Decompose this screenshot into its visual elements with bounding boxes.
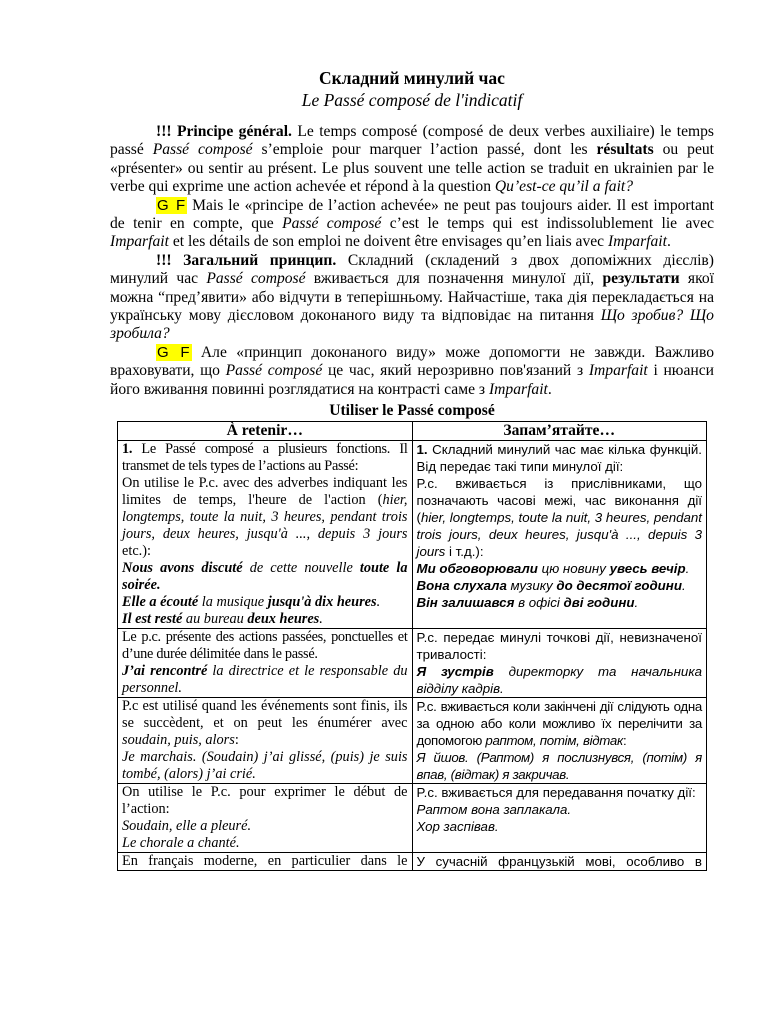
- paragraph-gf-french: G F Mais le «principe de l’action achevée» ne peut pas toujours aider. Il est important de tenir en compte, que Passé composé c’est le temps qui est indissolublement lie avec Imparfait et les détails de son emploi ne doivent être envisages qu’en liais avec Imparfait.: [110, 196, 715, 251]
- cell-french: Le p.c. présente des actions passées, ponctuelles et d’une durée délimitée dans le passé. J’ai rencontré la directrice et le responsable du personnel.: [118, 628, 413, 697]
- table-row: [118, 697, 707, 783]
- table-row: [118, 440, 707, 628]
- cell-ukrainian: P.c. вживається для передавання початку дії: Раптом вона заплакала. Хор заспівав.: [412, 783, 707, 852]
- principle-lead-ua: !!! Загальний принцип.: [156, 251, 337, 269]
- principle-lead: !!! Principe général.: [156, 123, 292, 140]
- cell-ukrainian: P.c. передає минулі точкові дії, невизначеної тривалості: Я зустрів директорку та начальника відділу кадрів.: [412, 628, 707, 697]
- table-row: [118, 852, 707, 870]
- cell-french: En français moderne, en particulier dans le: [118, 852, 413, 870]
- gf-highlight: G F: [157, 196, 187, 214]
- cell-ukrainian: P.c. вживається коли закінчені дії слідують одна за одною або коли можливо їх перелічити за допомогою раптом, потім, відтак: Я йшов. (Раптом) я послизнувся, (потім) я впав, (відтак) я закричав.: [412, 697, 707, 783]
- page-title-ukrainian: Складний минулий час: [319, 68, 505, 88]
- paragraph-gf-ukrainian: G F Але «принцип доконаного виду» може допомогти не завжди. Важливо враховувати, що Passé composé це час, який нерозривно пов'язаний з Imparfait і нюанси його вживання повинні розглядатися на контрасті саме з Imparfait.: [110, 343, 714, 398]
- header-ukrainian: Запам’ятайте…: [412, 421, 707, 440]
- cell-french: P.c est utilisé quand les événements sont finis, ils se succèdent, et on peut les énumérer avec soudain, puis, alors: Je marchais. (Soudain) j’ai glissé, (puis) je suis tombé, (alors) j’ai crié.: [118, 697, 413, 783]
- cell-french: 1. Le Passé composé a plusieurs fonctions. Il transmet de tels types de l’actions au Passé: On utilise le P.c. avec des adverbes indiquant les limites de temps, l'heure de l'action (hier, longtemps, toute la nuit, 3 heures, pendant trois jours, deux heures, jusqu'à ..., depuis 3 jours etc.): Nous avons discuté de cette nouvelle toute la soirée. Elle a écouté la musique jusqu'à dix heures. Il est resté au bureau deux heures.: [118, 440, 413, 628]
- paragraph-principle-ukrainian: !!! Загальний принцип. Складний (складений з двох допоміжних дієслів) минулий час Passé composé вживається для позначення минулої дії, результати якої можна “пред’явити» або відчути в теперішньому. Найчастіше, така дія перекладається на українську мову дієсловом доконаного виду та відповідає на питання Що зробив? Що зробила?: [110, 251, 715, 343]
- gf-highlight-ua: G F: [157, 343, 191, 361]
- paragraph-principle-french: !!! Principe général. Le temps composé (composé de deux verbes auxiliaire) le temps passé Passé composé s’emploie pour marquer l’action passé, dont les résultats ou peut «présenter» ou sentir au présent. Le plus souvent une telle action se traduit en ukrainien par le verbe qui exprime une action achevée et répond à la question Qu’est-ce qu’il a fait?: [110, 123, 715, 196]
- table-header-row: [118, 421, 707, 440]
- header-french: À retenir…: [118, 421, 413, 440]
- table-caption: Utiliser le Passé composé: [329, 402, 495, 420]
- usage-table: [117, 421, 707, 871]
- table-row: [118, 783, 707, 852]
- table-row: [118, 628, 707, 697]
- document-page: [110, 68, 714, 871]
- cell-ukrainian: 1. Складний минулий час має кілька функцій. Від передає такі типи минулої дії: P.c. вживається із прислівниками, що позначають часові межі, час виконання дії (hier, longtemps, toute la nuit, 3 heures, pendant trois jours, deux heures, jusqu'à ..., depuis 3 jours і т.д.): Ми обговорювали цю новину увесь вечір. Вона слухала музику до десятої години. Він залишався в офісі дві години.: [412, 440, 707, 628]
- page-title-french: Le Passé composé de l'indicatif: [301, 90, 523, 110]
- cell-ukrainian: У сучасній французькій мові, особливо в: [412, 852, 707, 870]
- cell-french: On utilise le P.c. pour exprimer le début de l’action: Soudain, elle a pleuré. Le chorale a chanté.: [118, 783, 413, 852]
